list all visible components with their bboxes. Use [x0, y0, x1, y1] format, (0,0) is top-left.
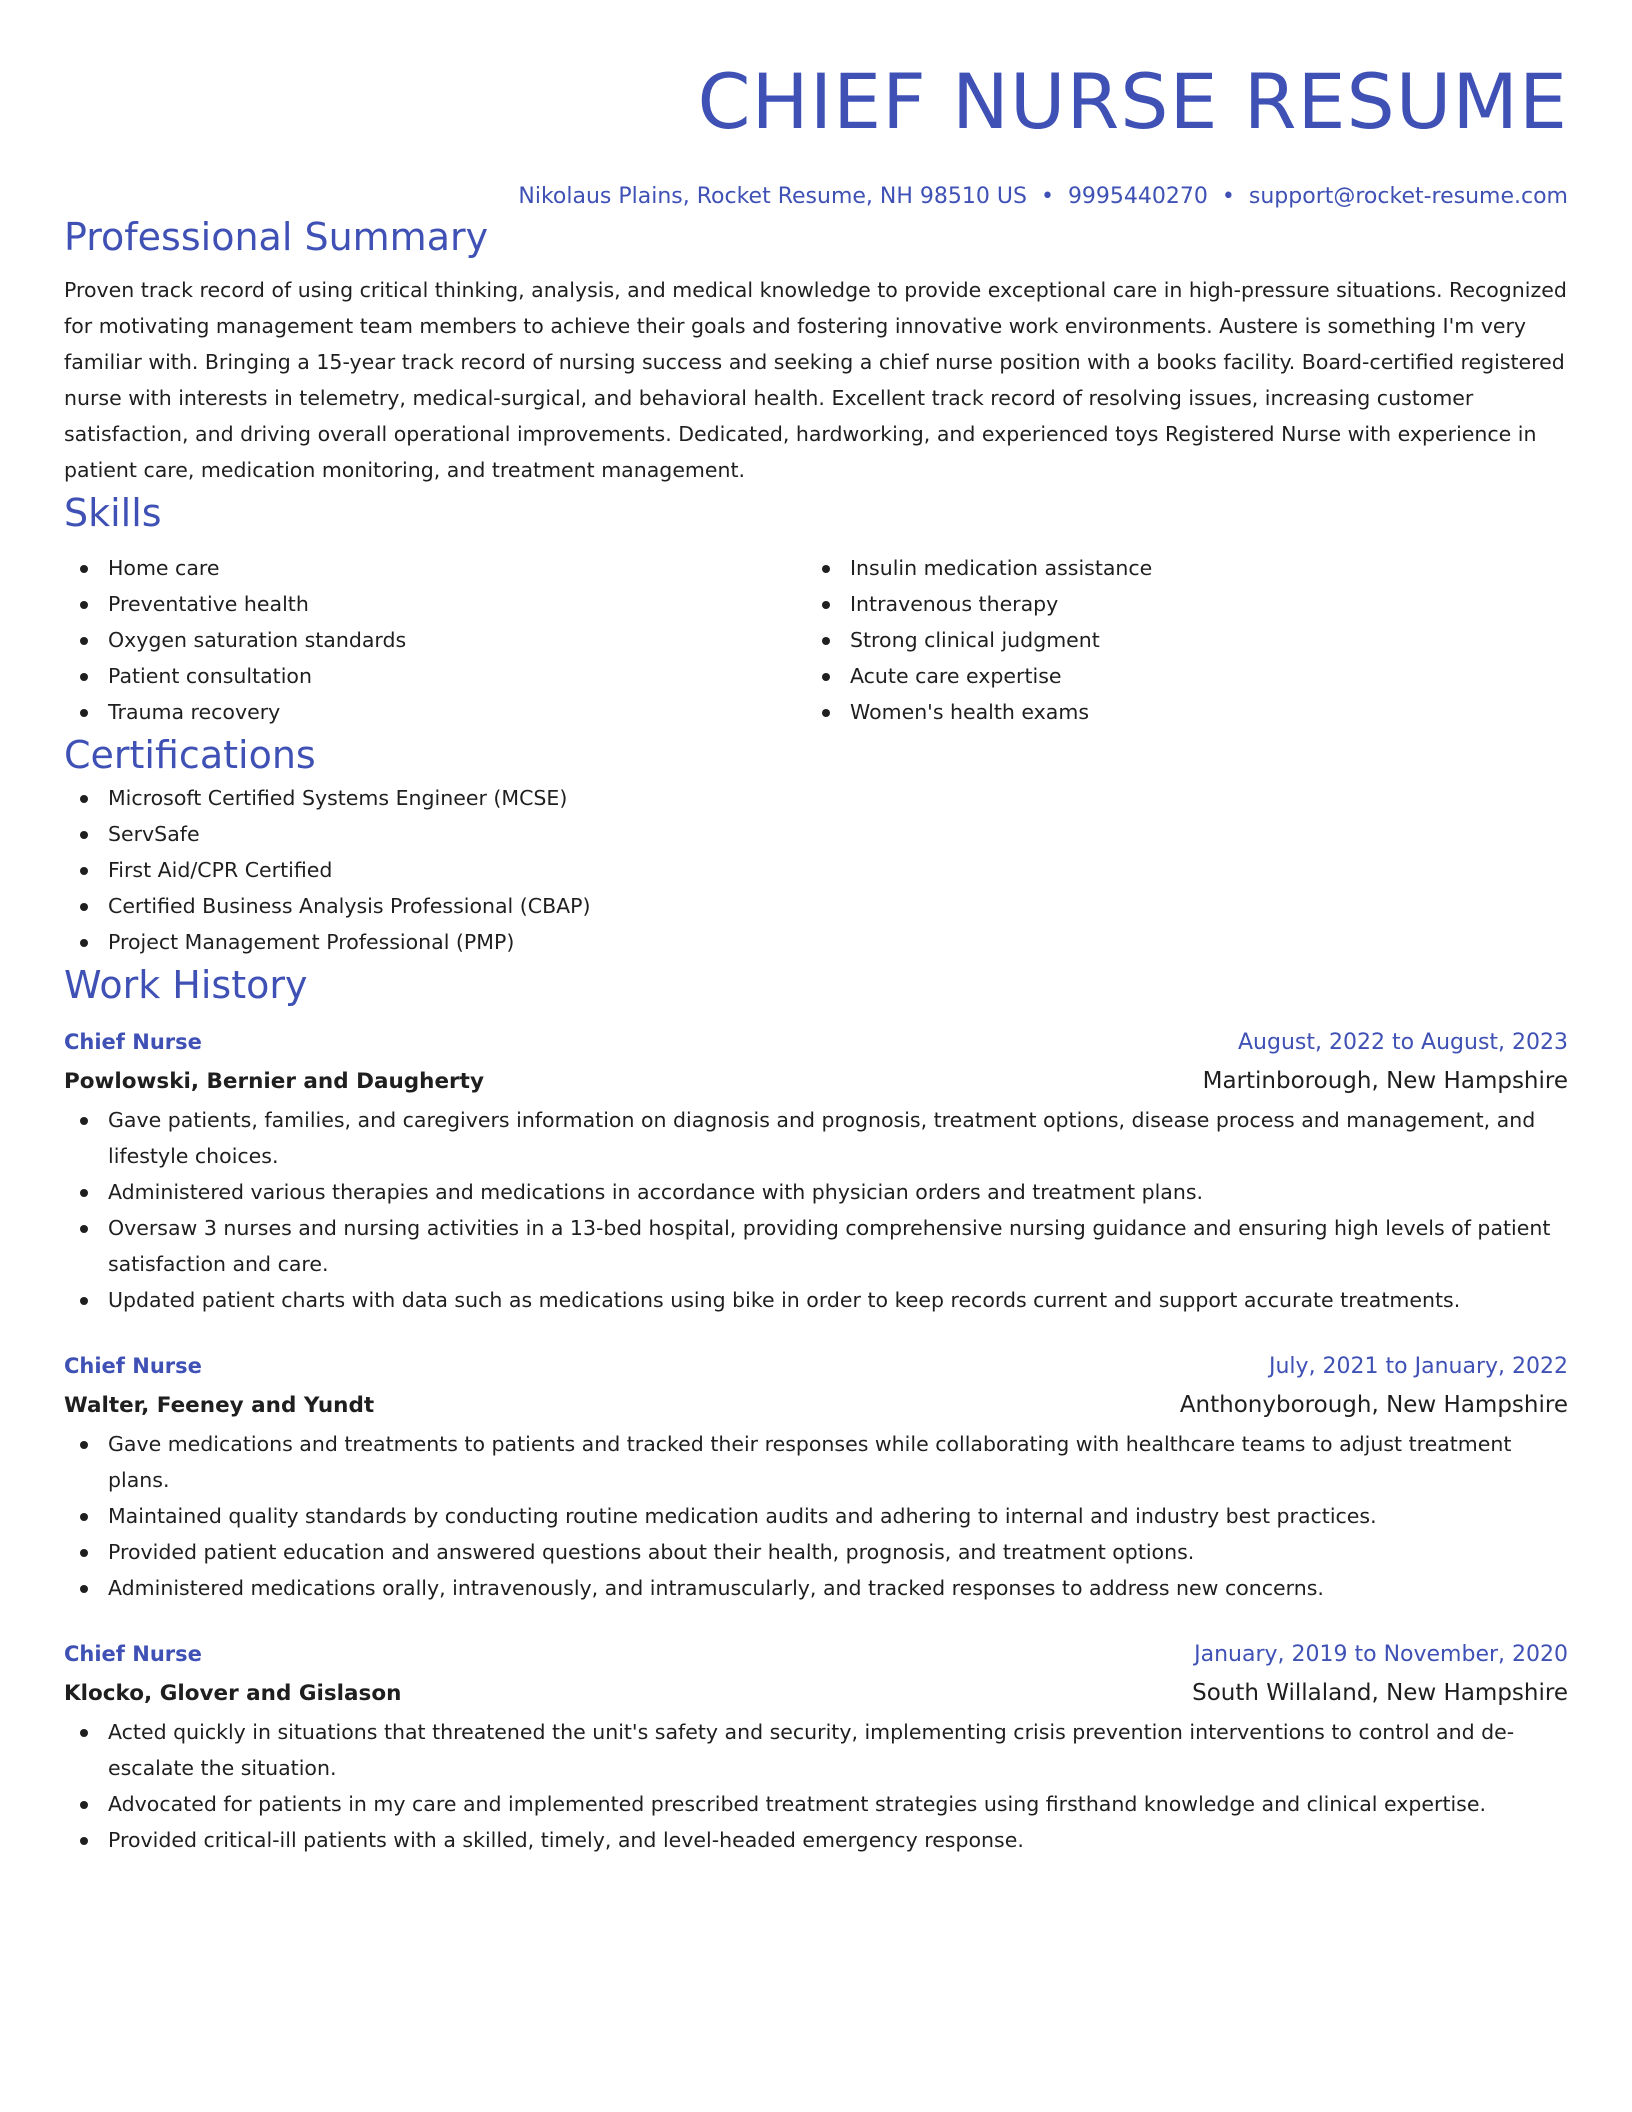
skills-list-right	[806, 550, 1548, 730]
job-duty-item: Gave patients, families, and caregivers information on diagnosis and prognosis, treatment options, disease process and management, and lifestyle choices.	[64, 1102, 1568, 1174]
certification-item: ServSafe	[64, 816, 1568, 852]
summary-heading: Professional Summary	[64, 215, 489, 259]
job-company-row	[64, 1061, 1568, 1102]
job-duty-item: Administered various therapies and medications in accordance with physician orders and treatment plans.	[64, 1174, 1568, 1210]
skill-item: Acute care expertise	[806, 658, 1548, 694]
job-dates: August, 2022 to August, 2023	[1238, 1030, 1568, 1055]
job-duty-item: Advocated for patients in my care and implemented prescribed treatment strategies using firsthand knowledge and clinical expertise.	[64, 1786, 1568, 1822]
certification-item: Microsoft Certified Systems Engineer (MCSE)	[64, 780, 1568, 816]
work-history-heading: Work History	[64, 963, 308, 1007]
skill-item: Oxygen saturation standards	[64, 622, 806, 658]
resume-page	[64, 52, 1568, 1858]
summary-text: Proven track record of using critical thinking, analysis, and medical knowledge to provide exceptional care in high-pressure situations. Recognized for motivating management team members to achieve their goals and fostering innovative work environments. Austere is something I'm very familiar with. Bringing a 15-year track record of nursing success and seeking a chief nurse position with a books facility. Board-certified registered nurse with interests in telemetry, medical-surgical, and behavioral health. Excellent track record of resolving issues, increasing customer satisfaction, and driving overall operational improvements. Dedicated, hardworking, and experienced toys Registered Nurse with experience in patient care, medication monitoring, and treatment management.	[64, 278, 1567, 482]
skill-item: Intravenous therapy	[806, 586, 1548, 622]
job-duty-item: Provided critical-ill patients with a skilled, timely, and level-headed emergency response.	[64, 1822, 1568, 1858]
job-duties-list	[64, 1714, 1568, 1858]
skill-item: Home care	[64, 550, 806, 586]
job-duty-item: Acted quickly in situations that threatened the unit's safety and security, implementing crisis prevention interventions to control and de-escalate the situation.	[64, 1714, 1568, 1786]
job-title: Chief Nurse	[64, 1030, 202, 1054]
job-dates: January, 2019 to November, 2020	[1194, 1642, 1568, 1667]
contact-address: Nikolaus Plains, Rocket Resume, NH 98510 US	[518, 184, 1027, 209]
job-duty-item: Updated patient charts with data such as medications using bike in order to keep records current and support accurate treatments.	[64, 1282, 1568, 1318]
certification-item: Project Management Professional (PMP)	[64, 924, 1568, 960]
job-location: Anthonyborough, New Hampshire	[1179, 1392, 1568, 1418]
job-duties-list	[64, 1102, 1568, 1318]
contact-line	[64, 182, 1568, 212]
contact-separator: •	[1221, 184, 1235, 209]
job-dates: July, 2021 to January, 2022	[1269, 1354, 1568, 1379]
job-title-row	[64, 1636, 1568, 1673]
job-company: Klocko, Glover and Gislason	[64, 1681, 402, 1706]
skill-item: Insulin medication assistance	[806, 550, 1548, 586]
job-duty-item: Oversaw 3 nurses and nursing activities in a 13-bed hospital, providing comprehensive nursing guidance and ensuring high levels of patient satisfaction and care.	[64, 1210, 1568, 1282]
job-duty-item: Gave medications and treatments to patients and tracked their responses while collaborating with healthcare teams to adjust treatment plans.	[64, 1426, 1568, 1498]
skills-columns	[64, 550, 1568, 730]
job-title-row	[64, 1348, 1568, 1385]
skill-item: Strong clinical judgment	[806, 622, 1548, 658]
job-entry	[64, 1024, 1568, 1318]
job-duty-item: Maintained quality standards by conducting routine medication audits and adhering to internal and industry best practices.	[64, 1498, 1568, 1534]
job-location: South Willaland, New Hampshire	[1192, 1680, 1568, 1706]
job-company: Walter, Feeney and Yundt	[64, 1393, 375, 1418]
skill-item: Women's health exams	[806, 694, 1548, 730]
skill-item: Preventative health	[64, 586, 806, 622]
job-title-row	[64, 1024, 1568, 1061]
job-company: Powlowski, Bernier and Daugherty	[64, 1069, 484, 1094]
job-entry	[64, 1636, 1568, 1858]
job-entry	[64, 1348, 1568, 1606]
certification-item: First Aid/CPR Certified	[64, 852, 1568, 888]
contact-email[interactable]: support@rocket-resume.com	[1248, 184, 1568, 209]
job-duties-list	[64, 1426, 1568, 1606]
job-company-row	[64, 1385, 1568, 1426]
skills-list-left	[64, 550, 806, 730]
skills-heading: Skills	[64, 491, 162, 535]
job-company-row	[64, 1673, 1568, 1714]
certification-item: Certified Business Analysis Professional (CBAP)	[64, 888, 1568, 924]
contact-phone: 9995440270	[1067, 184, 1208, 209]
job-duty-item: Provided patient education and answered questions about their health, prognosis, and treatment options.	[64, 1534, 1568, 1570]
job-location: Martinborough, New Hampshire	[1202, 1068, 1568, 1094]
certifications-heading: Certifications	[64, 733, 316, 777]
resume-title: CHIEF NURSE RESUME	[697, 57, 1568, 146]
job-title: Chief Nurse	[64, 1354, 202, 1378]
skill-item: Patient consultation	[64, 658, 806, 694]
skill-item: Trauma recovery	[64, 694, 806, 730]
certifications-list	[64, 780, 1568, 960]
job-title: Chief Nurse	[64, 1642, 202, 1666]
job-duty-item: Administered medications orally, intravenously, and intramuscularly, and tracked responses to address new concerns.	[64, 1570, 1568, 1606]
contact-separator: •	[1040, 184, 1054, 209]
